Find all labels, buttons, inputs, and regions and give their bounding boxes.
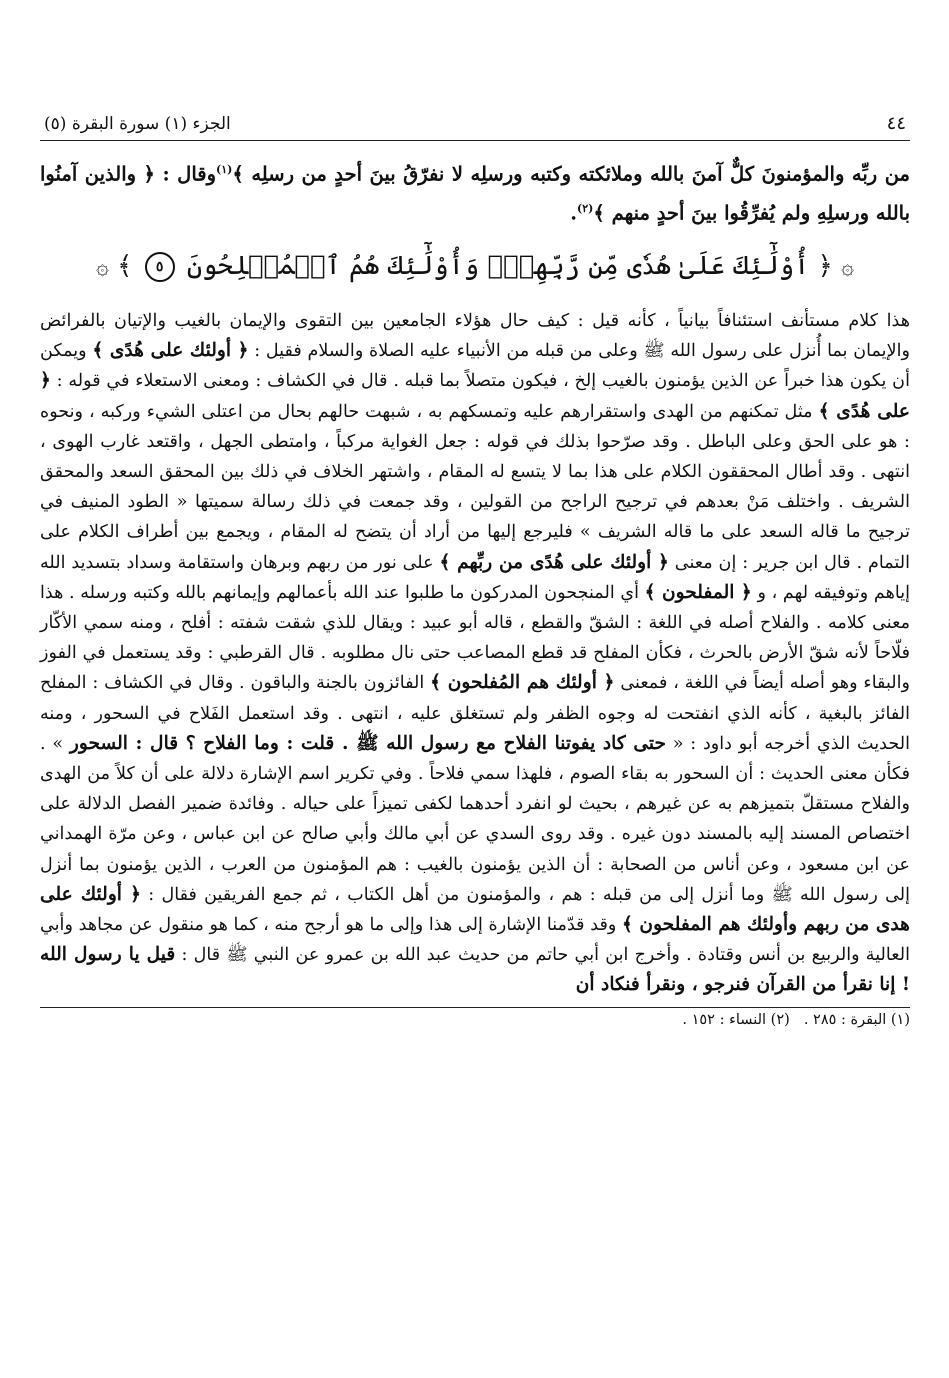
- quote-part-1: من ربِّه والمؤمنونَ كلٌّ آمنَ بالله وملائكته وكتبه ورسلِه لا نفرّقُ بينَ أحدٍ من رسلِه ﴾: [232, 162, 910, 186]
- running-title: الجزء (١) سورة البقرة (٥): [44, 114, 231, 134]
- footnote-1: (١) البقرة : ٢٨٥ .: [803, 1011, 910, 1028]
- quran-quote: ﴿ أولئك على هُدًى من ربِّهم ﴾: [439, 551, 669, 573]
- footnote-2: (٢) النساء : ١٥٢ .: [682, 1011, 790, 1028]
- body-segment: على نور من ربهم وبرهان واستقامة وسداد بتسديد الله إياهم وتوفيقه لهم ، و: [40, 552, 910, 603]
- footnotes: [40, 1008, 910, 1028]
- quran-verse: [40, 246, 910, 288]
- verse-ornament-start: ۞: [841, 255, 855, 280]
- quoted-verses-paragraph: [40, 153, 910, 230]
- quote-part-2: وقال : ﴿ والذين آمنُوا بالله ورسلِهِ ولم يُفرِّقُوا بينَ أحدٍ منهم ﴾: [40, 162, 910, 224]
- footnote-ref-1: (١): [216, 163, 233, 176]
- commentary-text: [40, 306, 910, 1001]
- quran-quote: ﴿ أولئك على هُدًى ﴾: [92, 340, 249, 362]
- quran-quote: ﴿ أولئك هم المُفلحون ﴾: [430, 672, 615, 694]
- page-number: ٤٤: [886, 113, 906, 134]
- verse-number: ٥: [145, 252, 175, 282]
- quran-quote: ﴿ على هُدًى ﴾: [40, 370, 910, 422]
- page-header: [40, 92, 910, 141]
- body-segment: مثل تمكنهم من الهدى واستقرارهم عليه وتمسكهم به ، شبهت حالهم بحال من اعتلى الشيء وركبه ، ونحوه : هو على الحق وعلى الباطل . وقد صرّحوا بذلك في قوله : جعل الغواية مركباً ، وامتطى الجهل ، واقتعد غارب الهوى ، انتهى . وقد أطال المحققون الكلام على هذا بما لا يتسع له المقام ، واشتهر الخلاف في ذلك بين المحقق السعد والمحقق الشريف . واختلف مَنْ بعدهم في ترجيح الراجح من القولين ، وقد جمعت في ذلك رسالة سميتها « الطود المنيف في ترجيح ما قاله السعد على ما قاله الشريف » فليرجع إليها من أراد أن يتضح له المقام ، ويجمع بين أطراف الكلام على التمام . قال ابن جرير : إن معنى: [40, 401, 910, 573]
- footnote-ref-2: (٢): [577, 201, 594, 215]
- hadith-quote: حتى كاد يفوتنا الفلاح مع رسول الله ﷺ . قلت : وما الفلاح ؟ قال : السحور: [69, 732, 666, 754]
- body-segment: الفائزون بالجنة والباقون . وقال في الكشاف : المفلح الفائز بالبغية ، كأنه الذي انفتحت له وجوه الظفر ولم تستغلق عليه ، انتهى . وقد استعمل الفَلاح في السحور ، ومنه الحديث الذي أخرجه أبو داود : «: [40, 673, 910, 754]
- verse-text: ﴿ أُوْلَٰٓئِكَ عَلَىٰ هُدٗى مِّن رَّبِّهِمۡۖ وَأُوْلَٰٓئِكَ هُمُ ٱلۡمُفۡلِحُونَ: [186, 251, 833, 281]
- quote-end: .: [570, 201, 578, 224]
- body-segment: ويمكن أن يكون هذا خبراً عن الذين يؤمنون بالغيب إلخ ، فيكون متصلاً بما قبله . قال في الكشاف : ومعنى الاستعلاء في قوله :: [40, 341, 910, 392]
- quran-quote: ﴿ المفلحون ﴾: [644, 581, 752, 603]
- verse-ornament-end: ۞: [95, 255, 109, 280]
- body-segment: وقد قدّمنا الإشارة إلى هذا وإلى ما هو أرجح منه ، كما هو منقول عن مجاهد وأبي العالية والربيع بن أنس وقتادة . وأخرج ابن أبي حاتم من حديث عبد الله بن عمرو عن النبي ﷺ قال :: [40, 915, 910, 966]
- verse-close-bracket: ﴾: [117, 251, 133, 281]
- body-segment: » . فكأن معنى الحديث : أن السحور به بقاء الصوم ، فلهذا سمي فلاحاً . وفي تكرير اسم الإشارة دلالة على أن كلاً من الهدى والفلاح مستقلّ بتميزهم به عن غيرهم ، بحيث لو انفرد أحدهما لكفى تميزاً على حياله . وفائدة ضمير الفصل الدلالة على اختصاص المسند إليه بالمسند دون غيره . وقد روى السدي عن أبي مالك وأبي صالح عن ابن عباس ، وعن مرّة الهمداني عن ابن مسعود ، وعن أناس من الصحابة : أن الذين يؤمنون بالغيب : هم المؤمنون من العرب ، الذين يؤمنون بما أنزل إلى رسول الله ﷺ وما أنزل إلى من قبله : هم ، والمؤمنون من أهل الكتاب ، ثم جمع الفريقين فقال :: [40, 733, 910, 905]
- quran-quote: ﴿ أولئك على هدى من ربهم وأولئك هم المفلحون ﴾: [40, 883, 910, 936]
- hadith-quote: قيل يا رسول الله ! إنا نقرأ من القرآن فنرجو ، ونقرأ فنكاد أن: [40, 944, 910, 996]
- book-page: [40, 92, 910, 1378]
- body-segment: أي المنجحون المدركون ما طلبوا عند الله بأعمالهم وإيمانهم بالله وكتبه ورسله . هذا معنى كلامه . والفلاح أصله في اللغة : الشقّ والقطع ، قاله أبو عبيد : ويقال للذي شقت شفته : أفلح ، ومنه سمي الأكّار فلّاحاً لأنه شقّ الأرض بالحرث ، فكأن المفلح قد قطع المصاعب حتى نال مطلوبه . قال القرطبي : وقد يستعمل في الفوز والبقاء وهو أصله أيضاً في اللغة ، فمعنى: [40, 582, 911, 694]
- body-segment: هذا كلام مستأنف استئنافاً بيانياً ، كأنه قيل : كيف حال هؤلاء الجامعين بين التقوى والإيمان بالغيب والإتيان بالفرائض والإيمان بما أُنزل على رسول الله ﷺ وعلى من قبله من الأنبياء عليه الصلاة والسلام فقيل :: [40, 311, 911, 362]
